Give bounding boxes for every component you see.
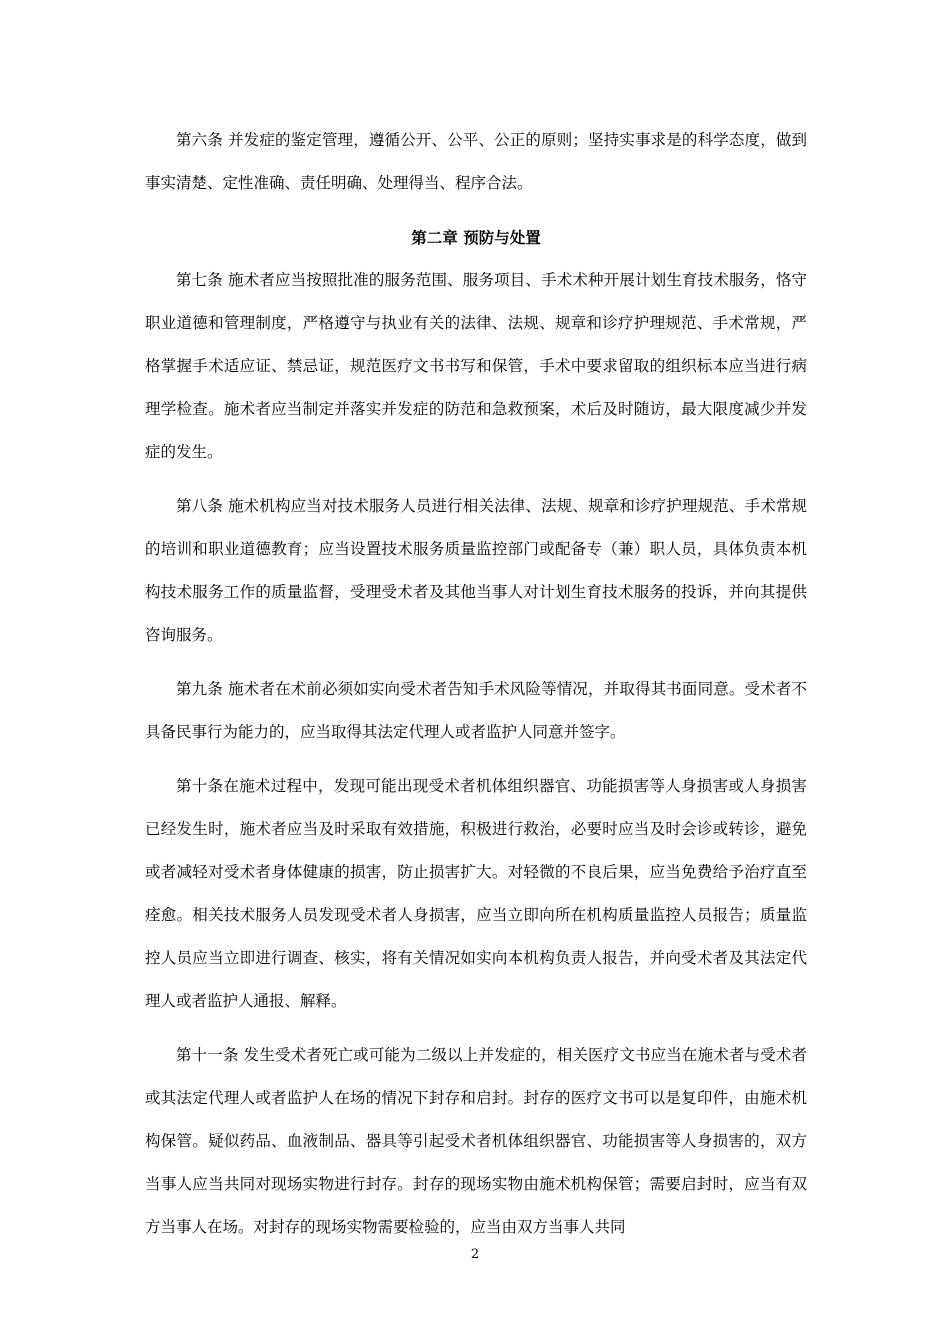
article-7-paragraph: 第七条 施术者应当按照批准的服务范围、服务项目、手术术种开展计划生育技术服务，恪守职业道德和管理制度，严格遵守与执业有关的法律、法规、规章和诊疗护理规范、手术常规，严格掌握手术适应证、禁忌证，规范医疗文书书写和保管，手术中要求留取的组织标本应当进行病理学检查。施术者应当制定并落实并发症的防范和急救预案，术后及时随访，最大限度减少并发症的发生。 — [145, 271, 807, 461]
article-8-paragraph: 第八条 施术机构应当对技术服务人员进行相关法律、法规、规章和诊疗护理规范、手术常规的培训和职业道德教育；应当设置技术服务质量监控部门或配备专（兼）职人员，具体负责本机构技术服务工作的质量监督，受理受术者及其他当事人对计划生育技术服务的投诉，并向其提供咨询服务。 — [145, 497, 807, 644]
article-11-paragraph: 第十一条 发生受术者死亡或可能为二级以上并发症的，相关医疗文书应当在施术者与受术者或其法定代理人或者监护人在场的情况下封存和启封。封存的医疗文书可以是复印件，由施术机构保管。疑似药品、血液制品、器具等引起受术者机体组织器官、功能损害等人身损害的，双方当事人应当共同对现场实物进行封存。封存的现场实物由施术机构保管；需要启封时，应当有双方当事人在场。对封存的现场实物需要检验的，应当由双方当事人共同 — [145, 1046, 807, 1236]
article-9-paragraph: 第九条 施术者在术前必须如实向受术者告知手术风险等情况，并取得其书面同意。受术者不具备民事行为能力的，应当取得其法定代理人或者监护人同意并签字。 — [145, 680, 807, 741]
article-10-paragraph: 第十条在施术过程中，发现可能出现受术者机体组织器官、功能损害等人身损害或人身损害已经发生时，施术者应当及时采取有效措施，积极进行救治，必要时应当及时会诊或转诊，避免或者减轻对受术者身体健康的损害，防止损害扩大。对轻微的不良后果，应当免费给予治疗直至痊愈。相关技术服务人员发现受术者人身损害，应当立即向所在机构质量监控人员报告；质量监控人员应当立即进行调查、核实，将有关情况如实向本机构负责人报告，并向受术者及其法定代理人或者监护人通报、解释。 — [145, 777, 807, 1010]
chapter-title: 第二章 预防与处置 — [411, 228, 541, 247]
article-6-paragraph: 第六条 并发症的鉴定管理，遵循公开、公平、公正的原则；坚持实事求是的科学态度，做到事实清楚、定性准确、责任明确、处理得当、程序合法。 — [145, 131, 807, 192]
page-number: 2 — [470, 1247, 480, 1262]
document-body — [145, 119, 807, 1260]
